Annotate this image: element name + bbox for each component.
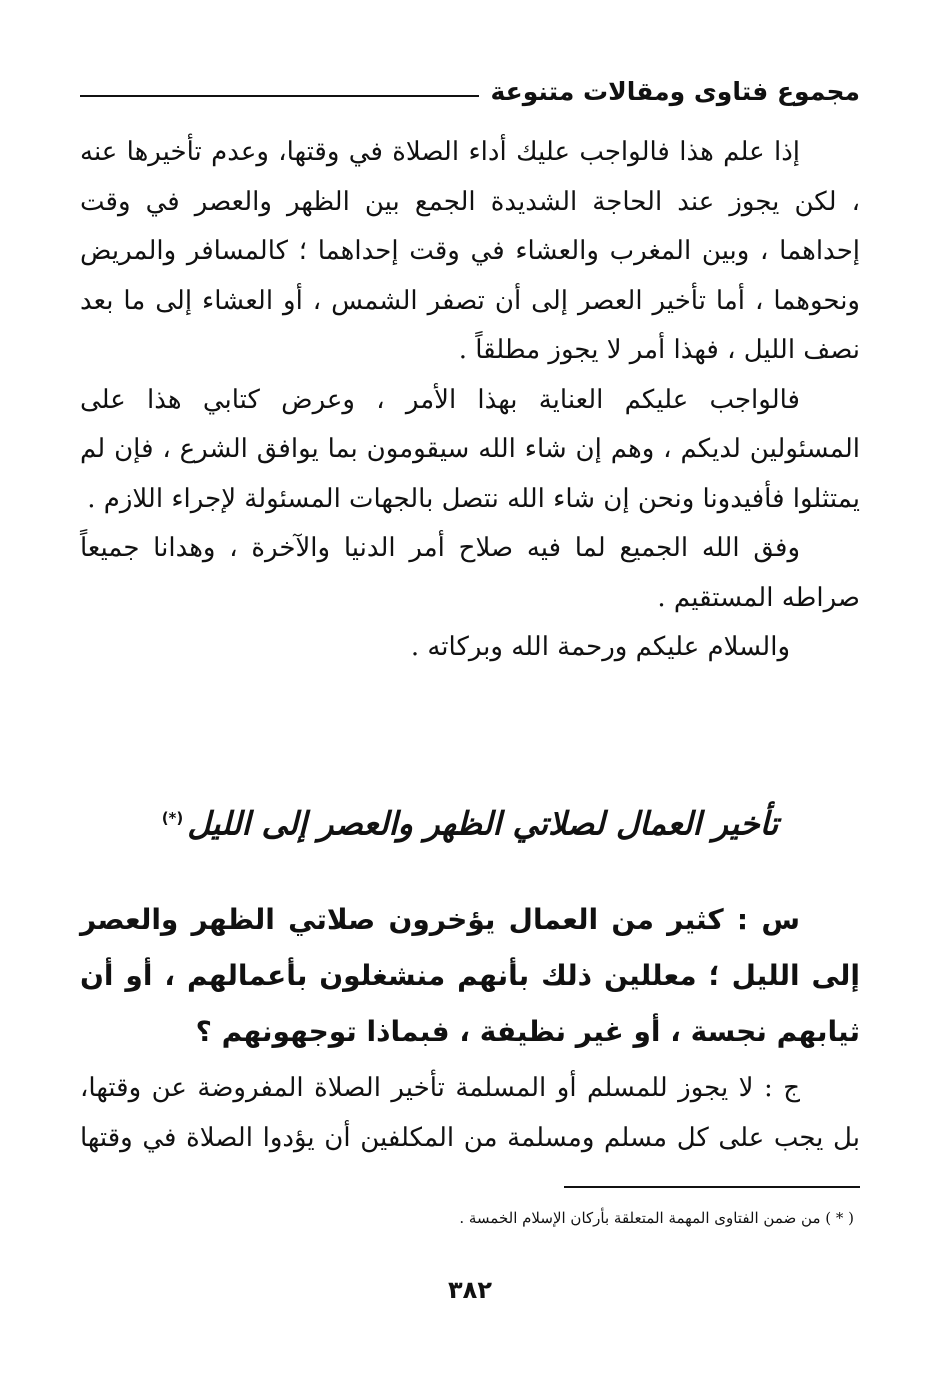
header-rule <box>80 95 479 97</box>
section-heading-text: تأخير العمال لصلاتي الظهر والعصر إلى الليل <box>187 804 779 843</box>
paragraph-prayer-timing: إذا علم هذا فالواجب عليك أداء الصلاة في وقتها، وعدم تأخيرها عنه ، لكن يجوز عند الحاجة الشديدة الجمع بين الظهر والعصر في وقت إحداهما ، وبين المغرب والعشاء في وقت إحداهما ؛ كالمسافر والمريض ونحوهما ، أما تأخير العصر إلى أن تصفر الشمس ، أو العشاء إلى ما بعد نصف الليل ، فهذا أمر لا يجوز مطلقاً . <box>80 137 860 365</box>
footnote-marker: (*) <box>161 809 184 827</box>
paragraph-obligation: فالواجب عليكم العناية بهذا الأمر ، وعرض كتابي هذا على المسئولين لديكم ، وهم إن شاء الله سيقومون بما يوافق الشرع ، فإن لم يمتثلوا فأفيدونا ونحن إن شاء الله نتصل بالجهات المسئولة لإجراء اللازم . <box>80 384 860 514</box>
question-text: س : كثير من العمال يؤخرون صلاتي الظهر والعصر إلى الليل ؛ معللين ذلك بأنهم منشغلون بأعمالهم ، أو أن ثيابهم نجسة ، أو غير نظيفة ، فبماذا توجهونهم ؟ <box>80 903 860 1048</box>
body-text <box>80 128 860 673</box>
footnote-rule <box>564 1186 860 1188</box>
sign-off: والسلام عليكم ورحمة الله وبركاته . <box>410 632 790 662</box>
question-answer <box>80 892 860 1163</box>
section-heading <box>80 790 860 852</box>
footnote: ( * ) من ضمن الفتاوى المهمة المتعلقة بأركان الإسلام الخمسة . <box>459 1209 854 1227</box>
running-header-title: مجموع فتاوى ومقالات متنوعة <box>490 76 860 106</box>
answer-text: ج : لا يجوز للمسلم أو المسلمة تأخير الصلاة المفروضة عن وقتها، بل يجب على كل مسلم ومسلمة من المكلفين أن يؤدوا الصلاة في وقتها <box>80 1073 860 1153</box>
running-header <box>80 68 860 114</box>
page-number: ٣٨٢ <box>448 1276 492 1304</box>
paragraph-supplication: وفق الله الجميع لما فيه صلاح أمر الدنيا والآخرة ، وهدانا جميعاً صراطه المستقيم . <box>80 533 860 613</box>
